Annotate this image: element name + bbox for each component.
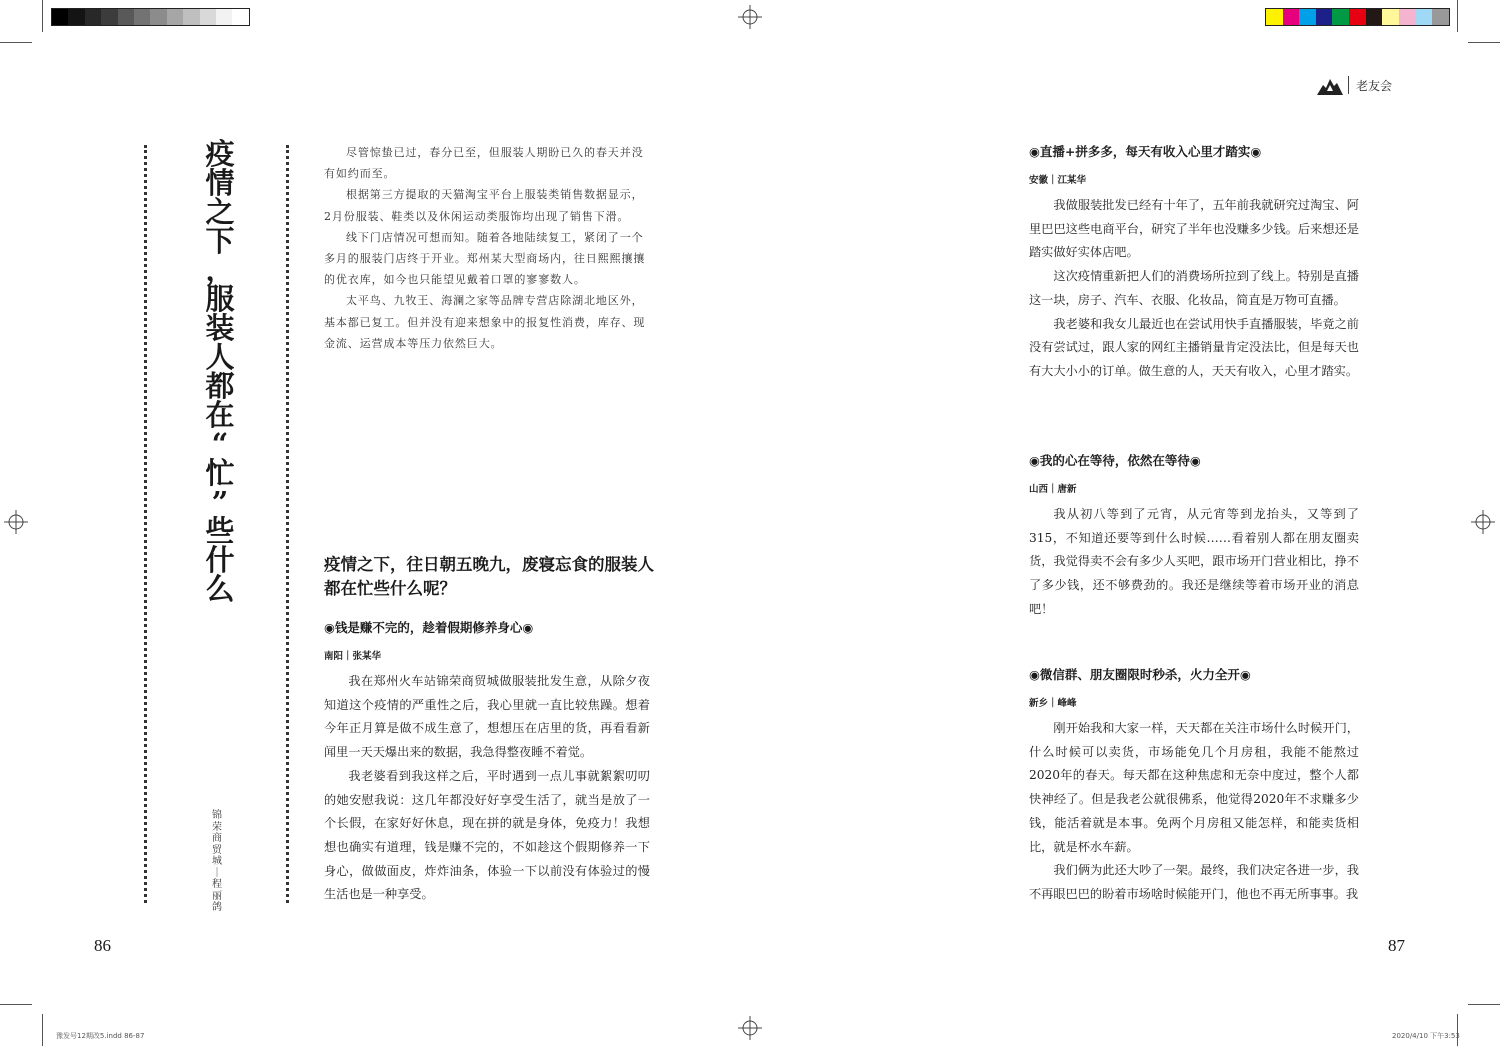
color-swatch (1332, 9, 1349, 25)
section-byline: 新乡｜峰峰 (1029, 698, 1077, 709)
color-swatch (1432, 9, 1449, 25)
headline-char: 什 (205, 543, 235, 577)
page-number: 86 (94, 936, 111, 955)
section-body (1029, 503, 1359, 622)
headline-char: 情 (205, 166, 235, 200)
section-heading: ◉我的心在等待，依然在等待◉ (1029, 453, 1201, 468)
gray-swatch (232, 9, 248, 25)
headline-char: ， (205, 253, 235, 287)
grayscale-color-bar (51, 8, 250, 26)
section-byline: 山西｜唐新 (1029, 484, 1077, 495)
gray-swatch (85, 9, 101, 25)
registration-mark-icon (4, 510, 28, 534)
question-heading: 疫情之下，往日朝五晚九，废寝忘食的服装人都在忙些什么呢？ (324, 555, 654, 598)
page-number: 87 (1388, 936, 1405, 955)
crop-mark (1457, 0, 1458, 32)
headline-char: 在 (205, 398, 235, 432)
headline-char: 之 (205, 195, 235, 229)
paragraph: 我老婆和我女儿最近也在尝试用快手直播服装，毕竟之前没有尝试过，跟人家的网红主播销量肯定没法比，但是每天也有大大小小的订单。做生意的人，天天有收入，心里才踏实。 (1029, 316, 1359, 378)
headline-char: 疫 (205, 137, 235, 171)
section-heading: ◉钱是赚不完的，趁着假期修养身心◉ (324, 620, 534, 635)
gray-swatch (183, 9, 199, 25)
gray-swatch (150, 9, 166, 25)
registration-mark-icon (738, 1016, 762, 1040)
gray-swatch (216, 9, 232, 25)
headline-char: 些 (205, 514, 235, 548)
vertical-headline (198, 137, 242, 606)
section-heading: ◉直播+拼多多，每天有收入心里才踏实◉ (1029, 144, 1262, 159)
section-body (1029, 194, 1359, 384)
mountain-logo-icon (1316, 75, 1344, 97)
headline-char: 下 (205, 224, 235, 258)
gray-swatch (118, 9, 134, 25)
dotted-rule (144, 145, 147, 903)
paragraph: 我从初八等到了元宵，从元宵等到龙抬头，又等到了315，不知道还要等到什么时候……看着别人都在朋友圈卖货，我觉得卖不会有多少人买吧，跟市场开门营业相比，挣不了多少钱，还不够费劲的。我还是继续等着市场开业的消息吧！ (1029, 507, 1359, 616)
paragraph: 线下门店情况可想而知。随着各地陆续复工，紧闭了一个多月的服装门店终于开业。郑州某大型商场内，往日熙熙攘攘的优衣库，如今也只能望见戴着口罩的寥寥数人。 (324, 230, 646, 287)
gray-swatch (101, 9, 117, 25)
section-heading: ◉微信群、朋友圈限时秒杀，火力全开◉ (1029, 667, 1251, 682)
gray-swatch (200, 9, 216, 25)
file-slug: 2020/4/10 下午3:53 (1392, 1032, 1460, 1040)
headline-char: ” (211, 485, 229, 519)
headline-char: 么 (205, 572, 235, 606)
cmyk-color-bar (1265, 8, 1450, 26)
headline-char: 人 (205, 340, 235, 374)
file-slug: 豫发号12期改5.indd 86-87 (56, 1032, 145, 1040)
headline-char: 忙 (205, 456, 235, 490)
crop-mark (1457, 1014, 1458, 1046)
crop-mark (0, 42, 32, 43)
crop-mark (42, 0, 43, 32)
headline-char: 装 (205, 311, 235, 345)
registration-mark-icon (738, 5, 762, 29)
headline-char: 服 (205, 282, 235, 316)
crop-mark (42, 1014, 43, 1046)
author-credit: 锦荣商贸城｜程丽鸽 (212, 810, 222, 913)
registration-mark-icon (1471, 510, 1495, 534)
headline-char: 都 (205, 369, 235, 403)
crop-mark (1468, 42, 1500, 43)
paragraph: 太平鸟、九牧王、海澜之家等品牌专营店除湖北地区外，基本都已复工。但并没有迎来想象中的报复性消费，库存、现金流、运营成本等压力依然巨大。 (324, 294, 646, 350)
color-swatch (1266, 9, 1283, 25)
color-swatch (1399, 9, 1416, 25)
paragraph: 这次疫情重新把人们的消费场所拉到了线上。特别是直播这一块，房子、汽车、衣服、化妆品，简直是万物可直播。 (1029, 269, 1359, 307)
paragraph: 我们俩为此还大吵了一架。最终，我们决定各进一步，我不再眼巴巴的盼着市场啥时候能开门，他也不再无所事事。我 (1029, 863, 1359, 901)
paragraph: 我在郑州火车站锦荣商贸城做服装批发生意，从除夕夜知道这个疫情的严重性之后，我心里就一直比较焦躁。想着今年正月算是做不成生意了，想想压在店里的货，再看看新闻里一天天爆出来的数据，我急得整夜睡不着觉。 (324, 674, 650, 760)
color-swatch (1382, 9, 1399, 25)
crop-mark (0, 1004, 32, 1005)
header-divider (1348, 76, 1349, 94)
paragraph: 尽管惊蛰已过，春分已至，但服装人期盼已久的春天并没有如约而至。 (324, 146, 644, 181)
gray-swatch (134, 9, 150, 25)
paragraph: 根据第三方提取的天猫淘宝平台上服装类销售数据显示，2月份服装、鞋类以及休闲运动类服饰均出现了销售下滑。 (324, 188, 644, 223)
gray-swatch (52, 9, 68, 25)
magazine-brand: 老友会 (1356, 79, 1393, 93)
section-body (1029, 717, 1359, 907)
paragraph: 我做服装批发已经有十年了，五年前我就研究过淘宝、阿里巴巴这些电商平台，研究了半年也没赚多少钱。后来想还是踏实做好实体店吧。 (1029, 198, 1359, 260)
color-swatch (1349, 9, 1366, 25)
dotted-rule (286, 145, 289, 903)
crop-mark (1468, 1004, 1500, 1005)
headline-char: “ (211, 427, 229, 461)
gray-swatch (68, 9, 84, 25)
intro-text (324, 142, 648, 354)
section-byline: 南阳｜张某华 (324, 651, 382, 662)
paragraph: 我老婆看到我这样之后，平时遇到一点儿事就絮絮叨叨的她安慰我说：这几年都没好好享受生活了，就当是放了一个长假，在家好好休息，现在拼的就是身体，免疫力！我想想也确实有道理，钱是赚不完的，不如趁这个假期修养一下身心，做做面皮，炸炸油条，体验一下以前没有体验过的慢生活也是一种享受。 (324, 768, 650, 902)
color-swatch (1283, 9, 1300, 25)
paragraph: 刚开始我和大家一样，天天都在关注市场什么时候开门，什么时候可以卖货，市场能免几个月房租，我能不能熬过2020年的春天。每天都在这种焦虑和无奈中度过，整个人都快神经了。但是我老公就很佛系，他觉得2020年不求赚多少钱，能活着就是本事。免两个月房租又能怎样，和能卖货相比，就是杯水车薪。 (1029, 721, 1359, 854)
color-swatch (1316, 9, 1333, 25)
color-swatch (1415, 9, 1432, 25)
gray-swatch (167, 9, 183, 25)
section-body (324, 670, 650, 907)
section-byline: 安徽｜江某华 (1029, 175, 1087, 186)
color-swatch (1299, 9, 1316, 25)
color-swatch (1366, 9, 1383, 25)
